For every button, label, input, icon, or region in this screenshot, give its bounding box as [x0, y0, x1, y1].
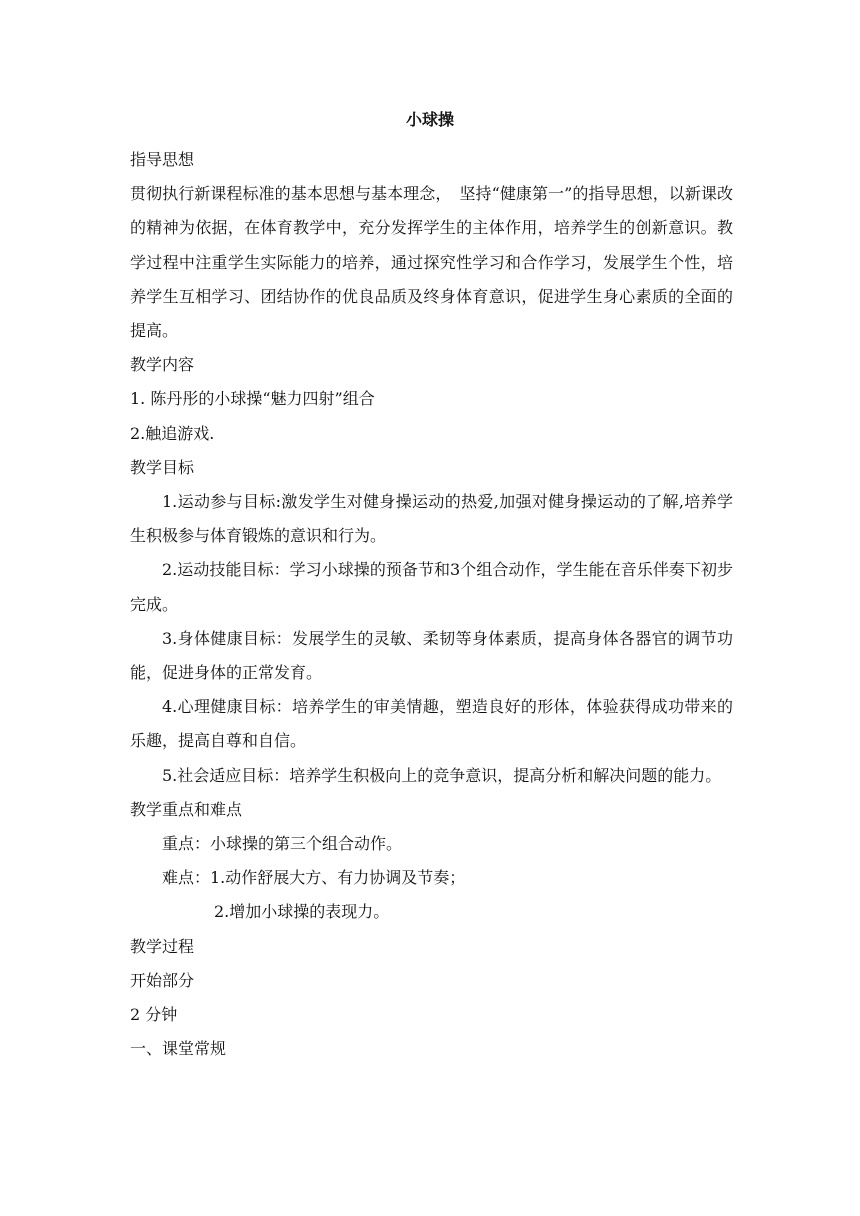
- difficulty-point-1: 难点：1.动作舒展大方、有力协调及节奏；: [162, 868, 466, 888]
- goal-item: 1.运动参与目标:激发学生对健身操运动的热爱,加强对健身操运动的了解,培养学生积极参与体育锻炼的意识和行为。: [130, 492, 733, 546]
- content-item: 1. 陈丹彤的小球操“魅力四射”组合: [130, 389, 375, 409]
- key-point: 重点：小球操的第三个组合动作。: [162, 834, 403, 854]
- section-heading-content: 教学内容: [130, 355, 195, 375]
- section-heading-guiding: 指导思想: [130, 150, 195, 169]
- process-duration: 2 分钟: [130, 1005, 178, 1025]
- section-heading-process: 教学过程: [130, 936, 195, 956]
- document-body: [130, 143, 733, 1066]
- goal-item: 4.心理健康目标：培养学生的审美情趣，塑造良好的形体，体验获得成功带来的乐趣，提高自尊和自信。: [130, 697, 733, 751]
- goal-item: 2.运动技能目标：学习小球操的预备节和3个组合动作，学生能在音乐伴奏下初步完成。: [130, 560, 733, 614]
- section-heading-key: 教学重点和难点: [130, 799, 243, 819]
- goal-item: 5.社会适应目标：培养学生积极向上的竞争意识，提高分析和解决问题的能力。: [162, 765, 722, 785]
- process-start-part: 开始部分: [130, 970, 195, 990]
- section-heading-goals: 教学目标: [130, 457, 195, 477]
- difficulty-point-2: 2.增加小球操的表现力。: [214, 902, 390, 922]
- guiding-paragraph: 贯彻执行新课程标准的基本思想与基本理念， 坚持“健康第一”的指导思想，以新课改的精神为依据，在体育教学中，充分发挥学生的主体作用，培养学生的创新意识。教学过程中注重学生实际能力的培养，通过探究性学习和合作学习，发展学生个性，培养学生互相学习、团结协作的优良品质及终身体育意识，促进学生身心素质的全面的提高。: [130, 184, 733, 341]
- process-routine: 一、课堂常规: [130, 1039, 227, 1059]
- document-title: 小球操: [405, 110, 454, 129]
- goal-item: 3.身体健康目标：发展学生的灵敏、柔韧等身体素质，提高身体各器官的调节功能，促进身体的正常发育。: [130, 628, 733, 683]
- content-item: 2.触追游戏.: [130, 423, 215, 443]
